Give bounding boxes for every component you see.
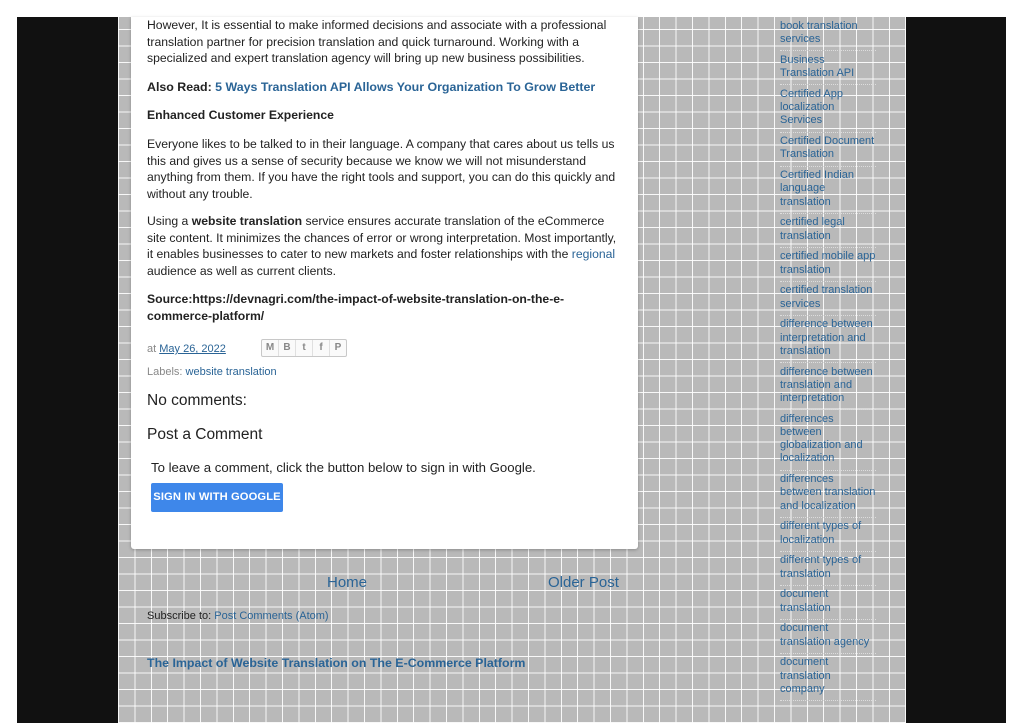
next-post-title-link[interactable]: The Impact of Website Translation on The E-Commerce Platform (147, 656, 526, 670)
sign-in-with-google-button[interactable]: SIGN IN WITH GOOGLE (151, 483, 283, 512)
sidebar-label-link[interactable]: different types of translation (780, 554, 876, 585)
sidebar-labels (780, 17, 876, 704)
post-paragraph-3 (147, 213, 617, 279)
source-line: Source:https://devnagri.com/the-impact-of-website-translation-on-the-e-commerce-platform/ (147, 292, 565, 323)
home-link[interactable]: Home (327, 574, 368, 591)
comment-instruction: To leave a comment, click the button below to sign in with Google. (151, 460, 536, 475)
p3-text-c: audience as well as current clients. (147, 263, 337, 278)
sidebar-label-link[interactable]: Business Translation API (780, 54, 876, 85)
also-read-prefix: Also Read: (147, 80, 216, 94)
email-icon[interactable]: M (262, 340, 279, 356)
sidebar-label-link[interactable]: Certified Document Translation (780, 135, 876, 166)
twitter-icon[interactable]: t (296, 340, 313, 356)
post-meta (147, 341, 342, 358)
section-heading: Enhanced Customer Experience (147, 108, 334, 122)
blogger-icon[interactable]: B (279, 340, 296, 356)
p3-bold: website translation (191, 214, 303, 228)
also-read (147, 79, 595, 96)
sidebar-label-link[interactable]: Certified App localization Services (780, 88, 876, 133)
subscribe-prefix: Subscribe to: (147, 610, 215, 622)
post-paragraph-1: However, It is essential to make informed decisions and associate with a professional translation partner for precision translation and quick turnaround. Working with a specialized and expert translation agency will bring up new business possibilities. (147, 18, 607, 66)
subscribe-line (147, 610, 329, 622)
sidebar-label-link[interactable]: differences between globalization and localization (780, 413, 876, 471)
post-date-link[interactable]: May 26, 2022 (159, 343, 226, 355)
p3-text-b: service ensures accurate translation of the eCommerce site content. It minimizes the chances of error or wrong interpretation. Most importantly, it enables businesses to cater to new markets and foster relationships with the (147, 214, 617, 262)
sidebar-label-link[interactable]: document translation (780, 588, 876, 619)
post-card (131, 17, 638, 549)
sidebar-label-link[interactable]: document translation company (780, 656, 876, 701)
labels-prefix: Labels: (147, 366, 186, 378)
post-comments-atom-link[interactable]: Post Comments (Atom) (214, 610, 329, 622)
post-paragraph-2: Everyone likes to be talked to in their language. A company that cares about us tells us this and gives us a sense of security because we know we will not misunderstand anything from them. If you have the right tools and support, you can do this quickly and without any trouble. (147, 137, 616, 201)
sidebar-label-link[interactable]: certified legal translation (780, 216, 876, 247)
sidebar-label-link[interactable]: document translation agency (780, 622, 876, 653)
sidebar-label-link[interactable]: certified mobile app translation (780, 250, 876, 281)
also-read-link[interactable]: 5 Ways Translation API Allows Your Organization To Grow Better (215, 80, 596, 94)
pinterest-icon[interactable]: P (334, 342, 342, 353)
date-prefix: at (147, 343, 160, 355)
post-comment-heading: Post a Comment (147, 426, 263, 443)
comments-heading: No comments: (147, 392, 247, 409)
label-link[interactable]: website translation (185, 366, 277, 378)
older-post-link[interactable]: Older Post (548, 574, 619, 591)
sidebar-label-link[interactable]: certified translation services (780, 284, 876, 315)
sidebar-label-link[interactable]: differences between translation and localization (780, 473, 876, 518)
post-labels (147, 364, 277, 381)
sidebar-label-link[interactable]: book translation services (780, 20, 876, 51)
sidebar-label-link[interactable]: Certified Indian language translation (780, 169, 876, 214)
sidebar-label-link[interactable]: difference between interpretation and translation (780, 318, 876, 363)
sidebar-label-link[interactable]: difference between translation and interpretation (780, 366, 876, 411)
sidebar-label-link[interactable]: different types of localization (780, 520, 876, 551)
regional-link[interactable]: regional (571, 247, 616, 262)
p3-text-a: Using a (147, 214, 192, 228)
facebook-icon[interactable]: f (313, 340, 330, 356)
share-buttons (261, 339, 347, 357)
